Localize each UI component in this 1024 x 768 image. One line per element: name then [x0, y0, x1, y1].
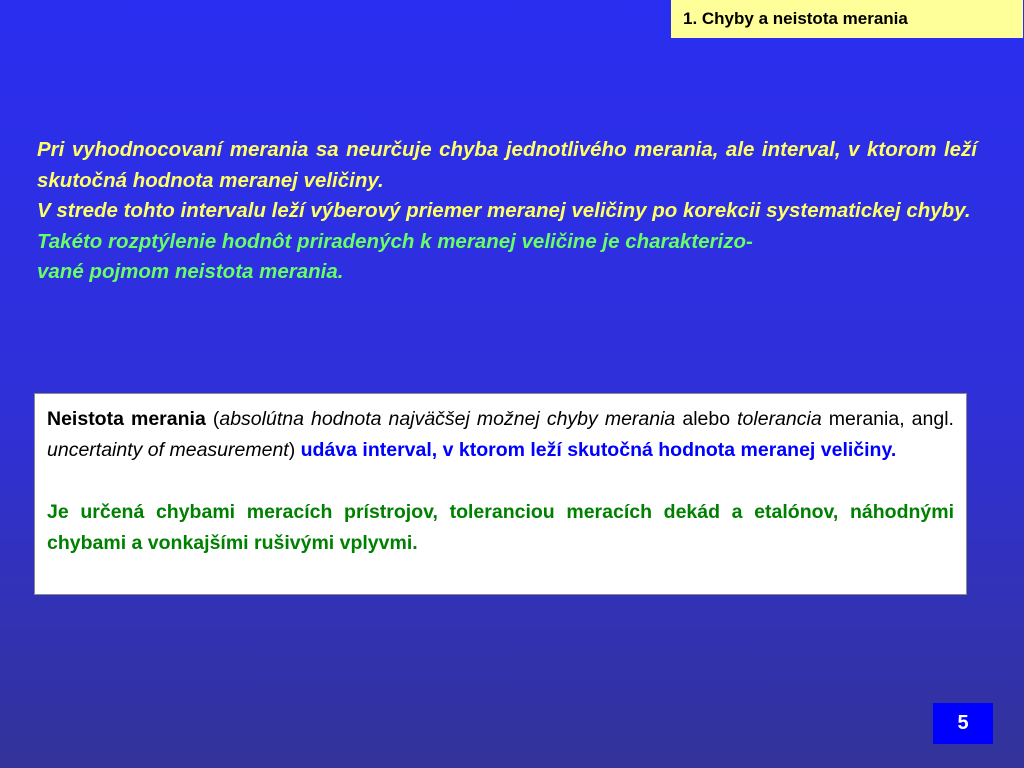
intro-paragraph-2: V strede tohto intervalu leží výberový priemer meranej veličiny po korekcii systematickej chyby.: [37, 199, 971, 222]
definition-close-paren: ): [288, 439, 301, 461]
intro-paragraph-3-line-2: vané pojmom neistota merania.: [37, 260, 344, 283]
page-number: 5: [957, 712, 969, 734]
definition-or-word: alebo: [675, 408, 738, 430]
definition-statement: udáva interval, v ktorom leží skutočná hodnota meranej veličiny.: [300, 439, 897, 461]
slide-title: [671, 0, 1023, 38]
page-number-badge: [933, 703, 993, 744]
definition-open-paren: (: [205, 408, 220, 430]
definition-box: [34, 393, 967, 595]
definition-alt-term: absolútna hodnota najväčšej možnej chyby merania: [219, 408, 676, 430]
slide-title-text: 1. Chyby a neistota merania: [683, 9, 908, 28]
intro-paragraph-3-line-1: Takéto rozptýlenie hodnôt priradených k meranej veličine je charakterizo-: [37, 229, 753, 253]
intro-paragraph-3: [37, 227, 977, 288]
definition-tolerance: tolerancia: [737, 408, 822, 430]
definition-paragraph: [47, 404, 954, 466]
intro-text-block: [37, 135, 977, 288]
intro-paragraph-1: Pri vyhodnocovaní merania sa neurčuje chyba jednotlivého merania, ale interval, v ktorom leží skutočná hodnota meranej veličiny.: [37, 138, 977, 192]
definition-english-term: uncertainty of measurement: [47, 439, 289, 461]
definition-determined-by: Je určená chybami meracích prístrojov, toleranciou meracích dekád a etalónov, náhodnými chybami a vonkajšími rušivými vplyvmi.: [47, 501, 954, 554]
definition-middle-text: merania, angl.: [821, 408, 954, 430]
definition-term: Neistota merania: [47, 408, 206, 430]
